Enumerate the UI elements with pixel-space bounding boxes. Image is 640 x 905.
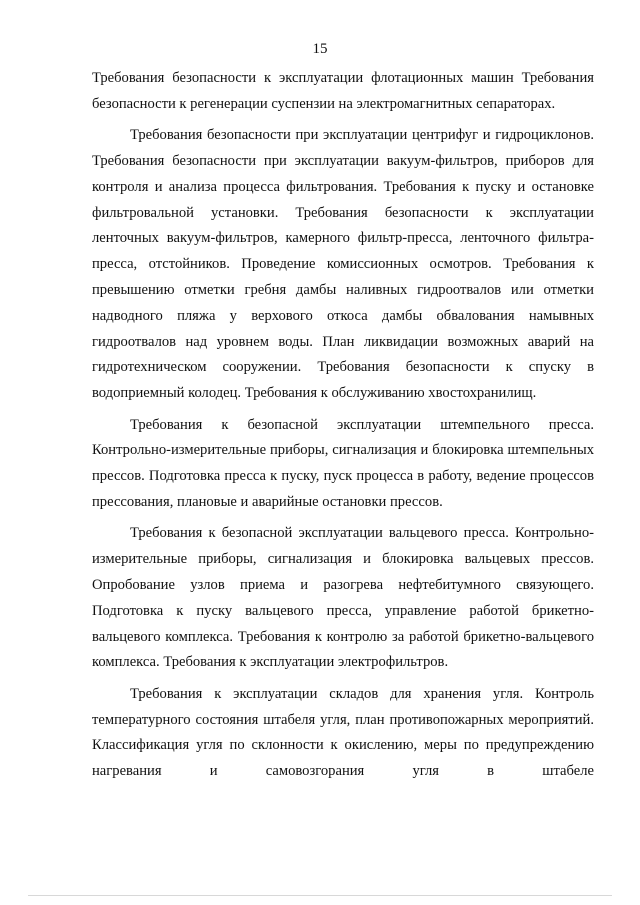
paragraph-roller-press: Требования к безопасной эксплуатации вальцевого пресса. Контрольно-измерительные приборы, сигнализация и блокировка вальцевых прессов. Опробование узлов приема и разогрева нефтебитумного связующего. Подготовка к пуску вальцевого пресса, управление работой брикетно-вальцевого комплекса. Требования к контролю за работой брикетно-вальцевого комплекса. Требования к эксплуатации электрофильтров. xyxy=(92,525,594,671)
paragraph-centrifuges-filters: Требования безопасности при эксплуатации центрифуг и гидроциклонов. Требования безопасности при эксплуатации вакуум-фильтров, приборов для контроля и анализа процесса фильтрования. Требования к пуску и остановке фильтровальной установки. Требования безопасности к эксплуатации ленточных вакуум-фильтров, камерного фильтр-пресса, ленточного фильтра-пресса, отстойников. Проведение комиссионных осмотров. Требования к превышению отметки гребня дамбы наливных гидроотвалов или отметки надводного пляжа у верхового откоса дамбы обвалования намывных гидроотвалов над уровнем воды. План ликвидации возможных аварий на гидротехническом сооружении. Требования безопасности к спуску в водоприемный колодец. Требования к обслуживанию хвостохранилищ. xyxy=(92,127,594,402)
paragraph-stamp-press: Требования к безопасной эксплуатации штемпельного пресса. Контрольно-измерительные приборы, сигнализация и блокировка штемпельных прессов. Подготовка пресса к пуску, пуск процесса в работу, ведение процессов прессования, плановые и аварийные остановки прессов. xyxy=(92,416,594,510)
page-number: 15 xyxy=(312,41,328,57)
paragraph-coal-storage: Требования к эксплуатации складов для хранения угля. Контроль температурного состояния штабеля угля, план противопожарных мероприятий. Классификация угля по склонности к окислению, меры по предупреждению нагревания и самовозгорания угля в штабеле xyxy=(92,685,594,780)
body-text xyxy=(92,66,594,790)
page-bottom-edge xyxy=(28,895,612,896)
paragraph-flotation-machines: Требования безопасности к эксплуатации флотационных машин Требования безопасности к регенерации суспензии на электромагнитных сепараторах. xyxy=(92,70,594,112)
